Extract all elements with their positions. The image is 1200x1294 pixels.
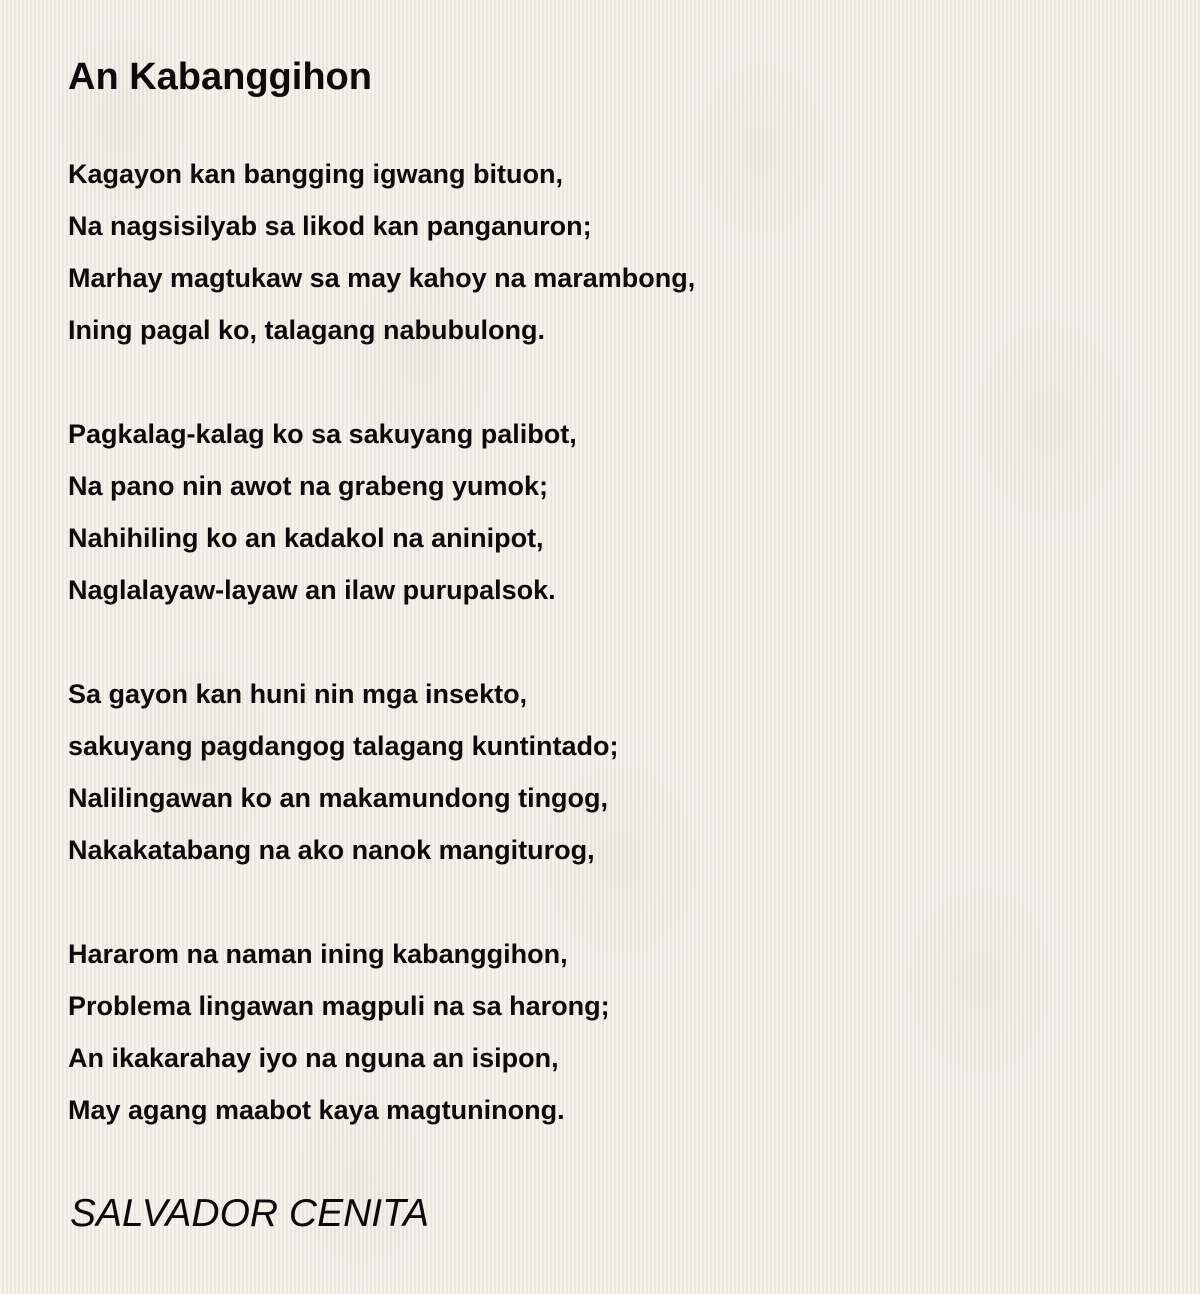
poem-line: An ikakarahay iyo na nguna an isipon,: [68, 1043, 559, 1073]
stanza-1: [68, 148, 1148, 356]
poem-line: Na pano nin awot na grabeng yumok;: [68, 471, 549, 501]
poem-author: SALVADOR CENITA: [70, 1192, 430, 1235]
poem-line: sakuyang pagdangog talagang kuntintado;: [68, 731, 619, 761]
stanza-4: [68, 928, 1148, 1136]
poem-line: Nakakatabang na ako nanok mangiturog,: [68, 835, 595, 865]
poem-page: [68, 52, 1148, 1240]
poem-line: Problema lingawan magpuli na sa harong;: [68, 991, 610, 1021]
poem-line: Sa gayon kan huni nin mga insekto,: [68, 679, 528, 709]
poem-line: May agang maabot kaya magtuninong.: [68, 1095, 565, 1125]
poem-line: Marhay magtukaw sa may kahoy na marambong,: [68, 263, 696, 293]
poem-line: Ining pagal ko, talagang nabubulong.: [68, 315, 545, 345]
stanza-2: [68, 408, 1148, 616]
poem-line: Na nagsisilyab sa likod kan panganuron;: [68, 211, 592, 241]
poem-line: Naglalayaw-layaw an ilaw purupalsok.: [68, 575, 556, 605]
poem-line: Nalilingawan ko an makamundong tingog,: [68, 783, 609, 813]
poem-line: Pagkalag-kalag ko sa sakuyang palibot,: [68, 419, 577, 449]
poem-line: Hararom na naman ining kabanggihon,: [68, 939, 568, 969]
poem-title: An Kabanggihon: [68, 56, 372, 98]
stanza-3: [68, 668, 1148, 876]
poem-line: Nahihiling ko an kadakol na aninipot,: [68, 523, 544, 553]
poem-line: Kagayon kan bangging igwang bituon,: [68, 159, 563, 189]
